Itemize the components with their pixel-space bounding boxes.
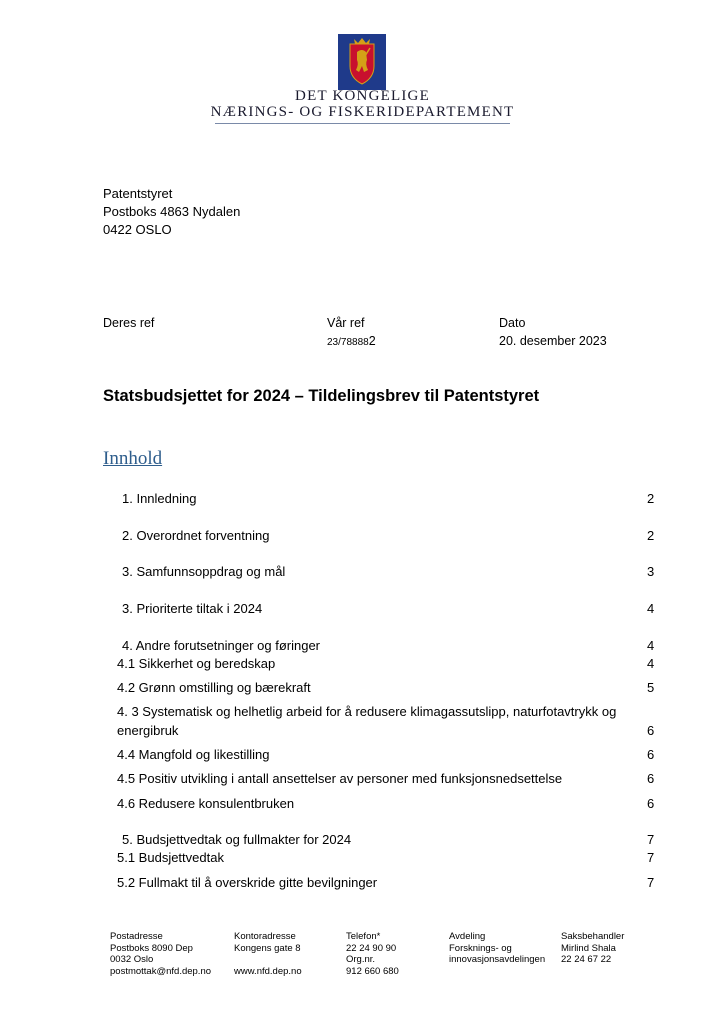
recipient-postal: 0422 OSLO xyxy=(103,222,172,237)
footer-phone-column: Telefon* 22 24 90 90 Org.nr. 912 660 680 xyxy=(346,931,399,977)
deres-ref-label: Deres ref xyxy=(103,316,155,330)
coat-of-arms-logo xyxy=(338,34,386,90)
dato-label: Dato xyxy=(499,316,526,330)
toc-heading: Innhold xyxy=(103,448,163,469)
footer-office-column: Kontoradresse Kongens gate 8 www.nfd.dep.no xyxy=(234,931,302,977)
recipient-address: Postboks 4863 Nydalen xyxy=(103,204,241,219)
ministry-name-line1: DET KONGELIGE xyxy=(295,88,430,104)
var-ref-label: Vår ref xyxy=(327,316,365,330)
dato-value: 20. desember 2023 xyxy=(499,334,607,348)
letter-title: Statsbudsjettet for 2024 – Tildelingsbrev til Patentstyret xyxy=(103,387,540,405)
var-ref-value: 23/788882 xyxy=(327,334,376,348)
header-divider xyxy=(215,123,510,124)
recipient-name: Patentstyret xyxy=(103,186,173,201)
footer-caseworker-column: Saksbehandler Mirlind Shala 22 24 67 22 xyxy=(561,931,625,965)
footer-postal-column: Postadresse Postboks 8090 Dep 0032 Oslo postmottak@nfd.dep.no xyxy=(110,931,212,977)
footer-department-column: Avdeling Forsknings- og innovasjonsavdelingen xyxy=(449,931,546,965)
ministry-name-line2: NÆRINGS- OG FISKERIDEPARTEMENT xyxy=(210,104,515,120)
